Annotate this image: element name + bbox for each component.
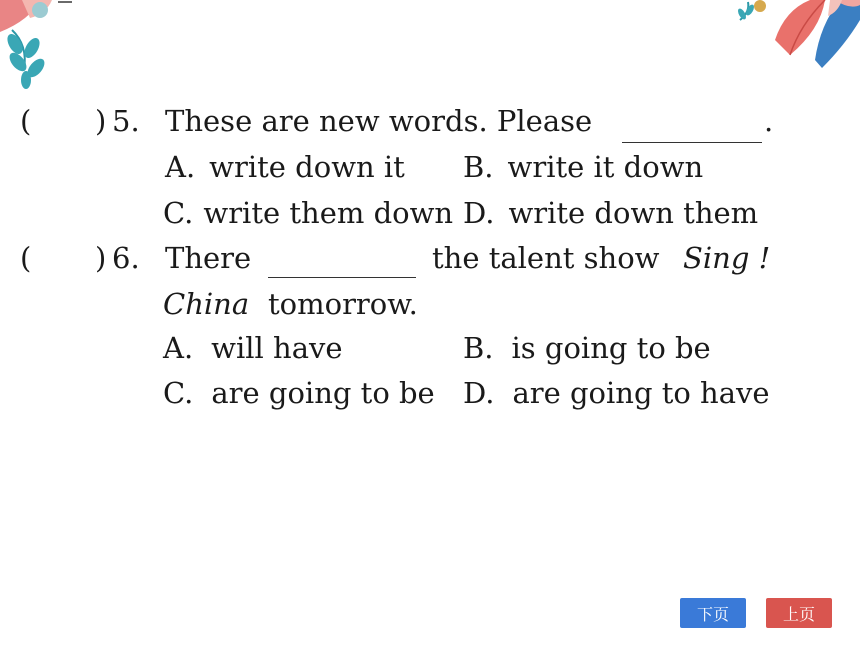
question-stem-end-5: . [764,104,774,138]
option-6-c: C. are going to be [163,376,435,410]
question-number-5: 5. [112,104,140,138]
show-title-china: China [163,287,250,321]
show-title-sing: Sing ! [683,241,771,275]
option-5-b: B. write it down [463,150,704,184]
question-number-6: 6. [112,241,140,275]
question-stem-6: There [165,241,252,275]
answer-blank-5 [622,142,762,143]
leaf-decoration-left [0,0,110,95]
question-stem-middle-6: the talent show [432,241,660,275]
option-5-c: C. write them down [163,196,454,230]
question-stem-5: These are new words. Please [165,104,593,138]
option-6-b: B. is going to be [463,331,711,365]
option-6-a: A. will have [163,331,343,365]
leaf-decoration-right [730,0,860,70]
previous-page-button[interactable]: 上页 [766,598,832,628]
answer-paren-open-5: ( [20,104,32,138]
answer-paren-open-6: ( [20,241,32,275]
question-stem-line2-6: tomorrow. [268,287,418,321]
option-5-d: D. write down them [463,196,759,230]
answer-paren-close-6: ) [95,241,107,275]
answer-blank-6 [268,277,416,278]
option-6-d: D. are going to have [463,376,770,410]
answer-paren-close-5: ) [95,104,107,138]
option-5-a: A. write down it [165,150,405,184]
next-page-button[interactable]: 下页 [680,598,746,628]
